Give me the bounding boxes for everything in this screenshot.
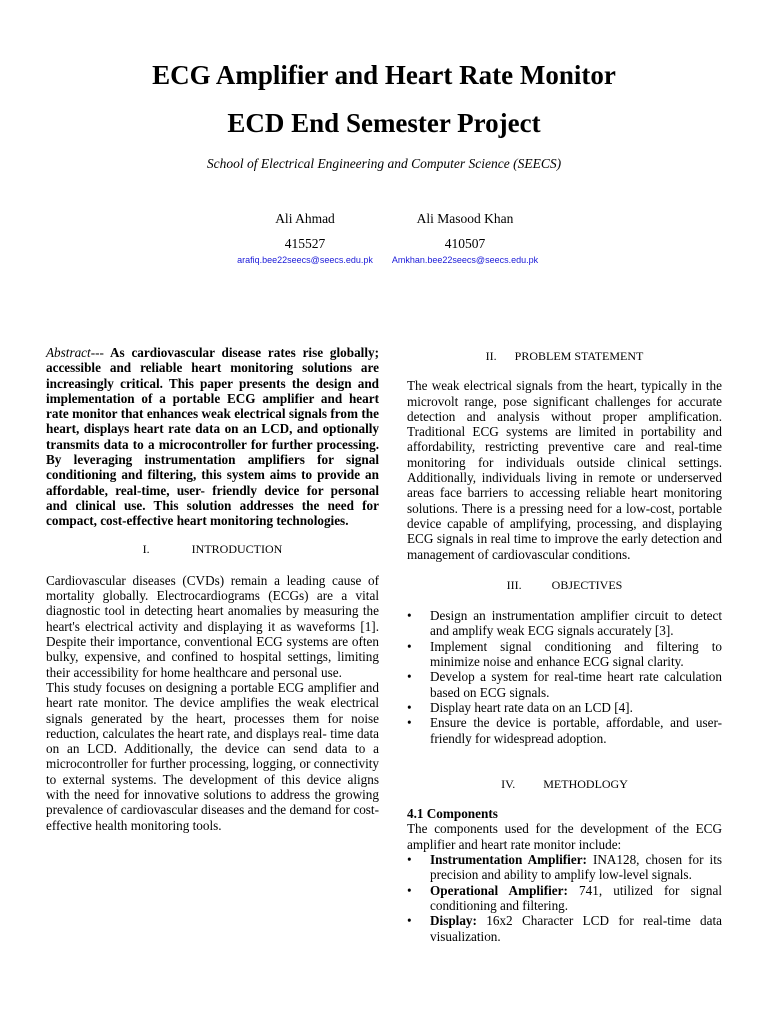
objectives-list [407, 608, 722, 746]
paper-title: ECG Amplifier and Heart Rate Monitor [152, 60, 616, 90]
list-item: • Display: 16x2 Character LCD for real-time data visualization. [407, 913, 722, 944]
section-number: IV. [501, 776, 516, 791]
affiliation: School of Electrical Engineering and Computer Science (SEECS) [206, 156, 562, 171]
components-list [407, 852, 722, 944]
list-item: • Develop a system for real-time heart rate calculation based on ECG signals. [407, 669, 722, 700]
author-email[interactable]: arafiq.bee22seecs@seecs.edu.pk [237, 255, 373, 265]
author-id: 410507 [444, 236, 486, 251]
section-title: METHODLOGY [543, 776, 628, 791]
abstract-text: As cardiovascular disease rates rise globally; accessible and reliable heart monitoring solutions are increasingly critical. This paper presents the design and implementation of a portable ECG amplifier and heart rate monitor that enhances weak electrical signals from the heart, displays heart rate data on an LCD, and optionally transmits data to a microcontroller for further processing. By leveraging instrumentation amplifiers for signal conditioning and filtering, this system aims to provide an affordable, real-time, user- friendly device for personal and clinical use. This solution addresses the need for compact, cost-effective heart monitoring technologies. [46, 345, 379, 529]
author-block [375, 211, 555, 265]
list-item: • Design an instrumentation amplifier circuit to detect and amplify weak ECG signals accurately [3]. [407, 608, 722, 639]
list-item: • Instrumentation Amplifier: INA128, chosen for its precision and ability to amplify low-level signals. [407, 852, 722, 883]
left-column [46, 345, 379, 833]
section-title: PROBLEM STATEMENT [514, 349, 644, 363]
section-title: INTRODUCTION [191, 541, 283, 556]
section-heading-objectives [407, 578, 722, 593]
subsection-title: 4.1 Components [407, 806, 498, 822]
intro-paragraph-2: This study focuses on designing a portable ECG amplifier and heart rate monitor. The device amplifies the weak electrical signals generated by the heart, processes them for noise reduction, calculates the heart rate, and displays real- time data on an LCD. Additionally, the device can send data to a microcontroller for further processing, logging, or connectivity to external systems. The development of this device aligns with the need for innovative solutions to address the growing prevalence of cardiovascular diseases and the demand for cost-effective health monitoring tools. [46, 679, 379, 833]
section-number: II. [485, 349, 497, 363]
section-heading-methodology [407, 777, 722, 792]
intro-paragraph-1: Cardiovascular diseases (CVDs) remain a leading cause of mortality globally. Electrocardiograms (ECGs) are a vital diagnostic tool in detecting heart anomalies by measuring the heart's electrical activity and displaying it as waveforms [1]. Despite their importance, conventional ECG systems are often bulky, expensive, and confined to hospital settings, limiting their accessibility for home healthcare and personal use. [46, 572, 379, 680]
author-id: 415527 [284, 236, 326, 251]
author-name: Ali Ahmad [275, 211, 335, 226]
list-item: • Implement signal conditioning and filtering to minimize noise and enhance ECG signal clarity. [407, 638, 722, 670]
section-heading-problem-statement [407, 349, 722, 364]
subsection-intro: The components used for the development of the ECG amplifier and heart rate monitor include: [407, 821, 722, 852]
section-title: OBJECTIVES [551, 577, 623, 592]
section-number: I. [142, 541, 150, 556]
list-item: • Ensure the device is portable, affordable, and user-friendly for widespread adoption. [407, 715, 722, 746]
problem-statement-text: The weak electrical signals from the heart, typically in the microvolt range, pose significant challenges for accurate detection and analysis without proper amplification. Traditional ECG systems are limited in portability and affordability, restricting preventive care and real-time monitoring for individuals outside clinical settings. Additionally, individuals living in remote or underserved areas face barriers to accessing reliable heart monitoring solutions. There is a pressing need for a low-cost, portable device capable of amplifying, processing, and displaying ECG signals in real time to improve the early detection and management of cardiovascular conditions. [407, 378, 722, 562]
section-heading-introduction [46, 542, 379, 557]
author-block [215, 211, 395, 265]
abstract [46, 345, 379, 529]
right-column [407, 349, 722, 944]
list-item: • Operational Amplifier: 741, utilized for signal conditioning and filtering. [407, 882, 722, 913]
paper-subtitle: ECD End Semester Project [227, 108, 541, 138]
section-number: III. [506, 577, 522, 592]
author-name: Ali Masood Khan [416, 211, 514, 226]
author-email[interactable]: Amkhan.bee22seecs@seecs.edu.pk [391, 255, 539, 265]
abstract-lead: Abstract--- [46, 345, 104, 360]
list-item: • Display heart rate data on an LCD [4]. [407, 699, 633, 715]
